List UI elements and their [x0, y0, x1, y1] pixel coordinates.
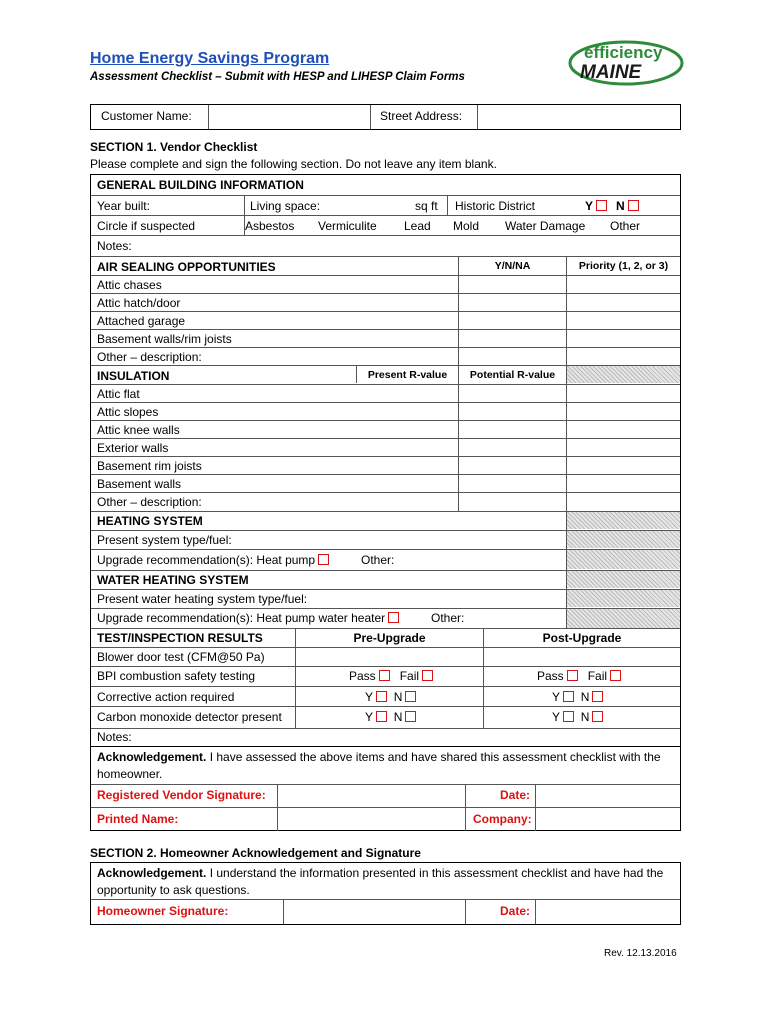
- suspect-mold[interactable]: Mold: [453, 219, 480, 233]
- air-sealing-heading: AIR SEALING OPPORTUNITIES: [97, 260, 276, 274]
- homeowner-date-label: Date:: [500, 904, 531, 918]
- col-present-r-header: Present R-value: [367, 369, 448, 381]
- pre-pass-fail[interactable]: Pass Fail: [349, 669, 433, 683]
- revision-label: Rev. 12.13.2016: [604, 948, 677, 959]
- homeowner-signature-label: Homeowner Signature:: [97, 904, 229, 918]
- historic-district-label: Historic District: [455, 199, 535, 213]
- suspect-asbestos[interactable]: Asbestos: [245, 219, 295, 233]
- pre-corrective-yn[interactable]: Y N: [365, 690, 416, 704]
- circle-if-suspected-label: Circle if suspected: [97, 219, 196, 233]
- suspect-water-damage[interactable]: Water Damage: [505, 219, 586, 233]
- test-bpi-combustion: BPI combustion safety testing: [97, 669, 256, 683]
- test-blower-door: Blower door test (CFM@50 Pa): [97, 650, 265, 664]
- vendor-signature-field[interactable]: [278, 785, 464, 807]
- test-notes-label: Notes:: [97, 730, 132, 744]
- checkbox-icon[interactable]: [563, 711, 574, 722]
- heat-pump-checkbox[interactable]: [318, 554, 329, 565]
- historic-no[interactable]: N: [616, 199, 639, 213]
- checkbox-icon[interactable]: [592, 691, 603, 702]
- ins-item-attic-flat: Attic flat: [97, 387, 140, 401]
- ins-item-basement-walls: Basement walls: [97, 477, 182, 491]
- sqft-label: sq ft: [415, 199, 438, 213]
- air-item-attic-chases: Attic chases: [97, 278, 162, 292]
- homeowner-signature-field[interactable]: [284, 900, 464, 923]
- air-item-basement-walls: Basement walls/rim joists: [97, 332, 232, 346]
- checkbox-icon[interactable]: [379, 670, 390, 681]
- ins-item-other: Other – description:: [97, 495, 202, 509]
- post-corrective-yn[interactable]: Y N: [552, 690, 603, 704]
- suspect-other[interactable]: Other: [610, 219, 641, 233]
- test-heading: TEST/INSPECTION RESULTS: [97, 631, 263, 645]
- general-building-heading: GENERAL BUILDING INFORMATION: [97, 178, 304, 192]
- checkbox-icon[interactable]: [405, 711, 416, 722]
- suspect-lead[interactable]: Lead: [404, 219, 431, 233]
- air-item-attic-hatch: Attic hatch/door: [97, 296, 181, 310]
- homeowner-ack-text: Acknowledgement. I understand the information presented in this assessment checklist and have had the opportunity to ask questions.: [97, 866, 664, 897]
- printed-name-label: Printed Name:: [97, 812, 179, 826]
- vendor-ack-text: Acknowledgement. I have assessed the above items and have shared this assessment checklist with the homeowner.: [97, 750, 661, 781]
- col-priority-header: Priority (1, 2, or 3): [578, 260, 669, 272]
- col-potential-r-header: Potential R-value: [469, 369, 556, 381]
- street-address-label: Street Address:: [380, 109, 463, 123]
- customer-name-field[interactable]: [209, 105, 369, 129]
- efficiency-maine-logo: [566, 36, 684, 86]
- checkbox-icon[interactable]: [592, 711, 603, 722]
- heating-other-label: Other:: [361, 553, 395, 567]
- customer-name-label: Customer Name:: [101, 109, 192, 123]
- checkbox-icon[interactable]: [376, 711, 387, 722]
- street-address-field[interactable]: [478, 105, 680, 129]
- checkbox-icon[interactable]: [376, 691, 387, 702]
- heating-heading: HEATING SYSTEM: [97, 514, 203, 528]
- heating-present-label: Present system type/fuel:: [97, 533, 232, 547]
- water-present-label: Present water heating system type/fuel:: [97, 592, 308, 606]
- pre-co-yn[interactable]: Y N: [365, 710, 416, 724]
- section1-instructions: Please complete and sign the following section. Do not leave any item blank.: [90, 157, 497, 171]
- homeowner-date-field[interactable]: [536, 900, 680, 923]
- ins-item-knee-walls: Attic knee walls: [97, 423, 180, 437]
- general-notes-label: Notes:: [97, 239, 132, 253]
- checkbox-icon[interactable]: [422, 670, 433, 681]
- ins-item-exterior-walls: Exterior walls: [97, 441, 169, 455]
- checkbox-icon[interactable]: [563, 691, 574, 702]
- checkbox-icon[interactable]: [596, 200, 607, 211]
- section1-title: SECTION 1. Vendor Checklist: [90, 140, 258, 154]
- col-post-upgrade: Post-Upgrade: [542, 631, 622, 645]
- page-subtitle: Assessment Checklist – Submit with HESP and LIHESP Claim Forms: [90, 71, 465, 83]
- water-upgrade-label: Upgrade recommendation(s): Heat pump water heater: [97, 611, 399, 625]
- svg-text:MAINE: MAINE: [580, 62, 642, 83]
- svg-text:efficiency: efficiency: [584, 43, 663, 62]
- suspect-vermiculite[interactable]: Vermiculite: [318, 219, 377, 233]
- vendor-signature-label: Registered Vendor Signature:: [97, 788, 266, 802]
- historic-yes[interactable]: Y: [585, 199, 607, 213]
- air-item-other: Other – description:: [97, 350, 202, 364]
- post-co-yn[interactable]: Y N: [552, 710, 603, 724]
- water-heating-heading: WATER HEATING SYSTEM: [97, 573, 249, 587]
- vendor-date-label: Date:: [500, 788, 531, 802]
- checkbox-icon[interactable]: [610, 670, 621, 681]
- test-co-detector: Carbon monoxide detector present: [97, 710, 282, 724]
- heating-upgrade-label: Upgrade recommendation(s): Heat pump: [97, 553, 329, 567]
- section2-title: SECTION 2. Homeowner Acknowledgement and Signature: [90, 846, 421, 860]
- col-ynna-header: Y/N/NA: [494, 260, 531, 272]
- ins-item-rim-joists: Basement rim joists: [97, 459, 202, 473]
- water-other-label: Other:: [431, 611, 465, 625]
- post-pass-fail[interactable]: Pass Fail: [537, 669, 621, 683]
- test-corrective-action: Corrective action required: [97, 690, 235, 704]
- page-title: Home Energy Savings Program: [90, 50, 330, 67]
- printed-name-field[interactable]: [278, 808, 464, 830]
- vendor-date-field[interactable]: [536, 785, 680, 807]
- insulation-heading: INSULATION: [97, 369, 170, 383]
- checkbox-icon[interactable]: [405, 691, 416, 702]
- year-built-label: Year built:: [97, 199, 150, 213]
- company-field[interactable]: [536, 808, 680, 830]
- checkbox-icon[interactable]: [567, 670, 578, 681]
- company-label: Company:: [473, 812, 532, 826]
- hpwh-checkbox[interactable]: [388, 612, 399, 623]
- col-pre-upgrade: Pre-Upgrade: [353, 631, 426, 645]
- checkbox-icon[interactable]: [628, 200, 639, 211]
- ins-item-attic-slopes: Attic slopes: [97, 405, 159, 419]
- living-space-label: Living space:: [250, 199, 321, 213]
- air-item-attached-garage: Attached garage: [97, 314, 186, 328]
